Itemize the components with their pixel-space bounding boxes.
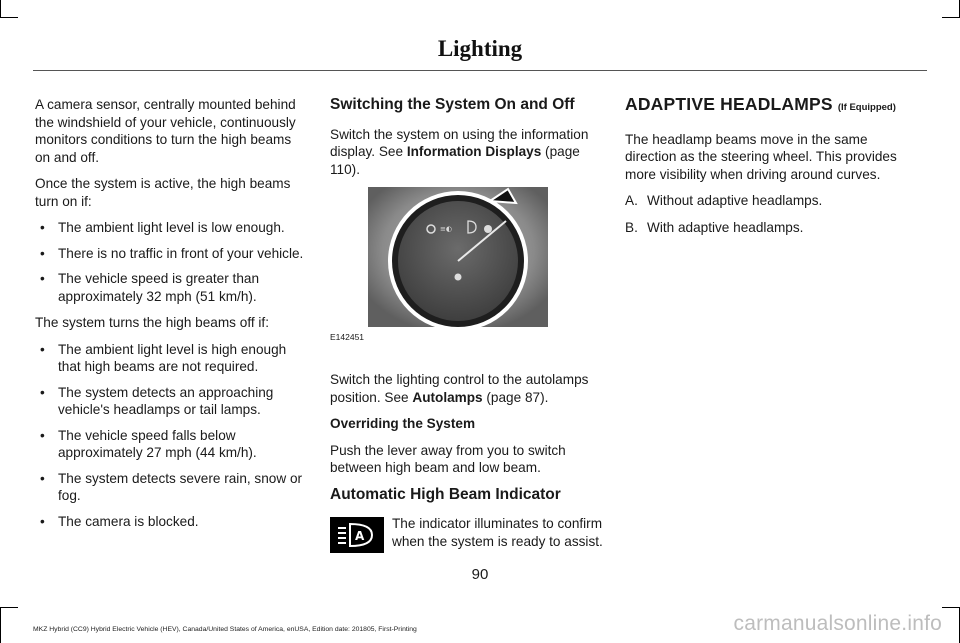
parking-lamp-icon: ≡◐ (440, 225, 452, 233)
figure-id: E142451 (330, 332, 365, 342)
section-heading: Automatic High Beam Indicator (330, 485, 561, 503)
item-text: With adaptive headlamps. (647, 219, 804, 235)
list-item: • The system detects an approaching vehicle's headlamps or tail lamps. (35, 384, 307, 419)
list-item (625, 219, 897, 237)
page-reference: (page 110). (330, 144, 580, 177)
page-number: 90 (471, 566, 489, 583)
off-conditions-intro: The system turns the high beams off if: (35, 315, 269, 330)
crop-mark (0, 607, 1, 643)
paragraph-text: Switch the lighting control to the autolamps position. See (330, 372, 589, 405)
auto-high-beam-icon (330, 517, 384, 553)
on-conditions-list (35, 219, 307, 305)
override-paragraph: Push the lever away from you to switch between high beam and low beam. (330, 442, 566, 475)
switch-on-paragraph (330, 126, 602, 179)
svg-text:A: A (355, 529, 365, 543)
off-conditions-list (35, 341, 307, 531)
crop-mark (942, 607, 960, 608)
list-item (625, 192, 897, 210)
crop-mark (0, 0, 1, 18)
list-item: • The ambient light level is high enough that high beams are not required. (35, 341, 307, 376)
header-divider (33, 70, 927, 71)
autolamps-paragraph (330, 371, 602, 406)
list-item: • The vehicle speed is greater than approximately 32 mph (51 km/h). (35, 270, 307, 305)
list-item: • There is no traffic in front of your vehicle. (35, 245, 307, 263)
crop-mark (0, 607, 18, 608)
column-middle (330, 96, 602, 557)
column-left (35, 96, 307, 539)
cross-reference-link[interactable]: Autolamps (412, 389, 483, 405)
crop-mark (942, 17, 960, 18)
item-letter: A. (625, 193, 638, 208)
crop-mark (0, 17, 18, 18)
item-text: Without adaptive headlamps. (647, 193, 823, 208)
item-letter: B. (625, 219, 638, 235)
paragraph-text: Switch the system on using the information display. See (330, 126, 589, 159)
heading-note: (If Equipped) (837, 102, 896, 113)
list-item: • The system detects severe rain, snow or fog. (35, 470, 307, 505)
intro-paragraph: A camera sensor, centrally mounted behind the windshield of your vehicle, continuously monitors conditions to turn the high beams on and off. (35, 97, 296, 165)
lighting-control-figure (330, 187, 602, 357)
page-reference: (page 87). (482, 389, 549, 405)
watermark: carmanualsonline.info (733, 612, 942, 635)
autolamp-icon (484, 225, 492, 233)
section-heading (625, 96, 897, 117)
list-item: • The vehicle speed falls below approximately 27 mph (44 km/h). (35, 427, 307, 462)
adaptive-list (625, 192, 897, 236)
heading-text: ADAPTIVE HEADLAMPS (625, 94, 833, 114)
section-heading: Switching the System On and Off (330, 96, 575, 113)
lighting-control-illustration (330, 187, 602, 337)
subsection-heading: Overriding the System (330, 416, 476, 431)
dash-light-icon (455, 274, 462, 281)
indicator-description: The indicator illuminates to confirm when the system is ready to assist. (392, 516, 603, 549)
list-item: • The camera is blocked. (35, 513, 307, 531)
footer-text: MKZ Hybrid (CC9) Hybrid Electric Vehicle (HEV), Canada/United States of America, enUSA, Edition date: 201805, First-Printing (33, 626, 417, 633)
adaptive-intro: The headlamp beams move in the same direction as the steering wheel. This provides more visibility when driving around curves. (625, 131, 897, 182)
page-title: Lighting (437, 36, 523, 61)
column-right (625, 96, 897, 245)
list-item: • The ambient light level is low enough. (35, 219, 307, 237)
indicator-row (330, 515, 602, 557)
cross-reference-link[interactable]: Information Displays (406, 144, 542, 159)
on-conditions-intro: Once the system is active, the high beams turn on if: (35, 176, 291, 209)
